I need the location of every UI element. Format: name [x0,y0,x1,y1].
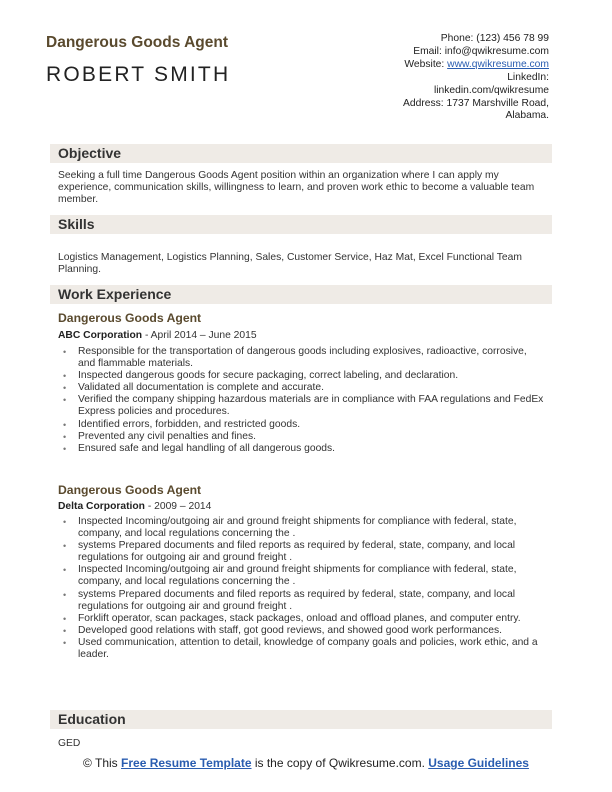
skills-text: Logistics Management, Logistics Planning, Sales, Customer Service, Haz Mat, Excel Functional Team Planning. [58,252,522,276]
list-item: • Used communication, attention to detail, knowledge of company goals and policies, work ethic, and a leader. [58,637,546,661]
list-item: • Prevented any civil penalties and fines. [58,431,546,443]
free-resume-template-link[interactable]: Free Resume Template [121,756,252,770]
website-link[interactable]: www.qwikresume.com [447,58,549,70]
section-title: Skills [58,216,95,232]
list-item: • Inspected Incoming/outgoing air and ground freight shipments for compliance with federal, state, company, and local regulations concerning the . [58,564,546,588]
section-title: Work Experience [58,286,172,302]
education-text: GED [58,738,81,749]
list-item: • Verified the company shipping hazardous materials are in compliance with FAA regulations and FedEx Express policies and procedures. [58,394,546,418]
job-1-bullets [58,346,546,455]
list-item: • Responsible for the transportation of dangerous goods including explosives, radioactive, corrosive, and flammable materials. [58,346,546,370]
list-item: • Validated all documentation is complete and accurate. [58,382,546,394]
list-item: • Forklift operator, scan packages, stack packages, onload and offload planes, and computer entry. [58,613,546,625]
company-line-2 [58,501,211,512]
list-item: • Developed good relations with staff, got good reviews, and showed good work performances. [58,625,546,637]
company-name: ABC Corporation [58,330,143,341]
company-line-1 [58,330,257,341]
list-item: • Inspected Incoming/outgoing air and ground freight shipments for compliance with federal, state, company, and local regulations concerning the . [58,516,546,540]
contact-phone: Phone: (123) 456 78 99 [440,33,549,44]
contact-email: Email: info@qwikresume.com [413,45,549,57]
job-dates: - 2009 – 2014 [144,501,212,512]
contact-linkedin: linkedin.com/qwikresume [433,84,549,96]
job-2-bullets [58,516,546,661]
objective-text: Seeking a full time Dangerous Goods Agent position within an organization where I can apply my experience, communication skills, willingness to learn, and proven work ethic to become a valuable team member. [58,170,535,206]
contact-address: Address: 1737 Marshville Road, [403,97,549,109]
skills-section-header [50,215,552,234]
footer: © This Free Resume Template is the copy of Qwikresume.com. Usage Guidelines [83,756,529,770]
work-section-header [50,285,552,304]
list-item: • Inspected dangerous goods for secure packaging, correct labeling, and declaration. [58,370,546,382]
contact-linkedin-label: LinkedIn: [507,71,549,83]
contact-address-line2: Alabama. [505,110,549,122]
section-title: Education [58,711,126,727]
list-item: • Ensured safe and legal handling of all dangerous goods. [58,443,546,455]
section-title: Objective [58,145,122,161]
job-title-1: Dangerous Goods Agent [58,311,202,325]
list-item: • systems Prepared documents and filed reports as required by federal, state, company, and local regulations for outgoing air and ground freight . [58,540,546,564]
contact-block [329,33,549,123]
list-item: • Identified errors, forbidden, and restricted goods. [58,419,546,431]
education-section-header [50,710,552,729]
company-name: Delta Corporation [58,501,145,512]
usage-guidelines-link[interactable]: Usage Guidelines [428,756,529,770]
job-title-2: Dangerous Goods Agent [58,483,202,497]
objective-section-header [50,144,552,163]
job-dates: - April 2014 – June 2015 [142,330,257,341]
contact-website: Website: www.qwikresume.com [404,58,549,70]
candidate-name: ROBERT SMITH [46,63,231,86]
list-item: • systems Prepared documents and filed reports as required by federal, state, company, and local regulations for outgoing air and ground freight . [58,589,546,613]
job-title: Dangerous Goods Agent [46,34,228,51]
